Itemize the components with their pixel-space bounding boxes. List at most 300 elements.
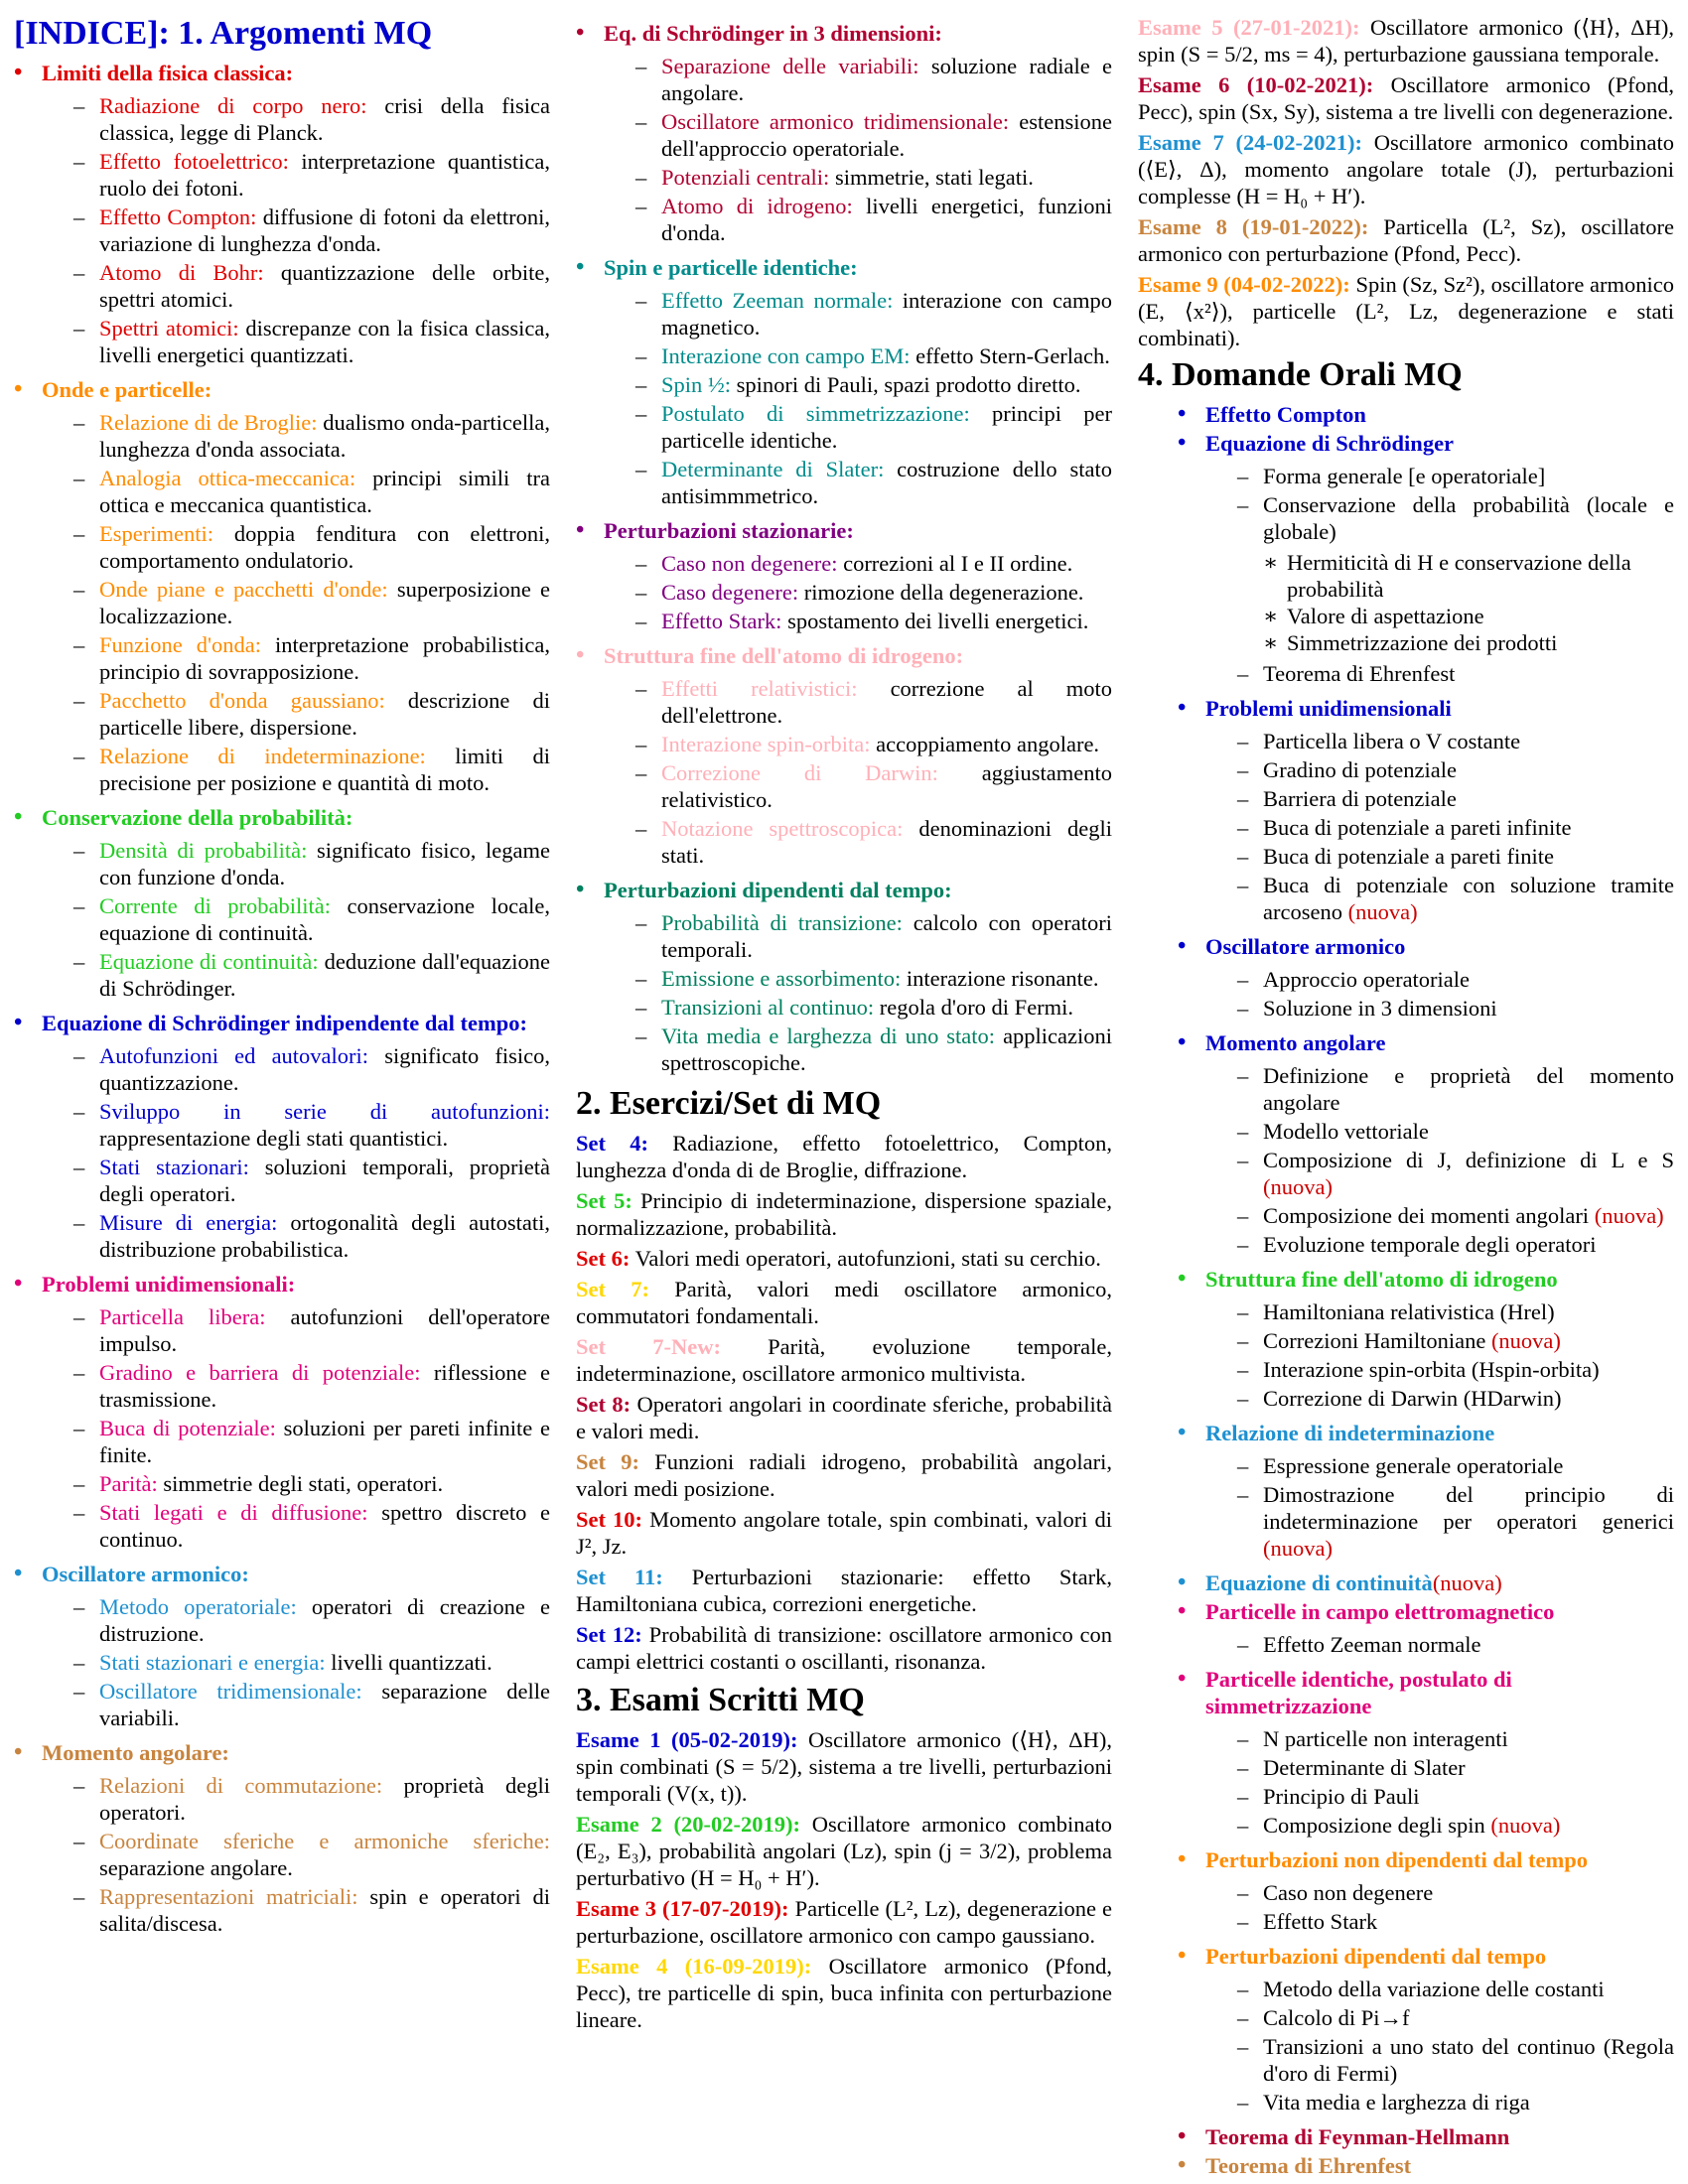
item-desc: spinori di Pauli, spazi prodotto diretto. bbox=[736, 372, 1081, 397]
entry-label: Set 7-New: bbox=[576, 1334, 721, 1359]
item-term: Determinante di Slater: bbox=[661, 457, 885, 481]
list-item bbox=[73, 1359, 550, 1413]
oral-subitem bbox=[1237, 872, 1674, 925]
item-desc: crisi della fisica classica, legge di Planck. bbox=[99, 93, 550, 145]
new-badge: (nuova) bbox=[1263, 1174, 1333, 1199]
item-desc: proprietà degli operatori. bbox=[99, 1773, 550, 1825]
item-term: Caso degenere: bbox=[661, 580, 799, 605]
dash-icon: – bbox=[1237, 873, 1249, 897]
entry-desc: Oscillatore armonico (⟨H⟩, ΔH), spin (S = 5/2, ms = 4), perturbazione gaussiana temporale. bbox=[1138, 15, 1674, 67]
oral-topic-list bbox=[1138, 401, 1674, 2179]
item-term: Emissione e assorbimento: bbox=[661, 966, 902, 991]
dash-icon: – bbox=[1237, 1119, 1249, 1144]
bullet-icon: • bbox=[1178, 1666, 1187, 1692]
item-desc: superposizione e localizzazione. bbox=[99, 577, 550, 628]
dash-icon: – bbox=[73, 1594, 85, 1619]
dash-icon: – bbox=[73, 1773, 85, 1798]
oral-topic-title: Teorema di Feynman-Hellmann bbox=[1205, 2124, 1510, 2149]
item-desc: accoppiamento angolare. bbox=[876, 732, 1100, 756]
oral-subitem bbox=[1237, 1452, 1674, 1479]
dash-icon: – bbox=[635, 676, 647, 701]
dash-icon: – bbox=[73, 1099, 85, 1124]
section-title: Eq. di Schrödinger in 3 dimensioni: bbox=[604, 21, 942, 46]
entry-desc: Radiazione, effetto fotoelettrico, Compton, lunghezza d'onda di de Broglie, diffrazione. bbox=[576, 1131, 1112, 1182]
oral-topic bbox=[1178, 1666, 1674, 1719]
exercise-set bbox=[576, 1333, 1112, 1387]
item-text bbox=[99, 1209, 550, 1263]
exam-entry bbox=[576, 1811, 1112, 1891]
section-title: Limiti della fisica classica: bbox=[42, 61, 294, 85]
section-items bbox=[73, 409, 550, 796]
list-item bbox=[73, 204, 550, 257]
dash-icon: – bbox=[635, 609, 647, 633]
exam-entry bbox=[1138, 14, 1674, 68]
bullet-icon: • bbox=[1178, 430, 1187, 456]
list-item bbox=[73, 743, 550, 796]
list-item bbox=[635, 1023, 1112, 1076]
bullet-icon: • bbox=[1178, 1029, 1187, 1055]
oral-subitems bbox=[1237, 1879, 1674, 1935]
item-desc: operatori di creazione e distruzione. bbox=[99, 1594, 550, 1646]
section-items bbox=[73, 1593, 550, 1731]
item-term: Stati stazionari e energia: bbox=[99, 1650, 326, 1675]
exercise-set bbox=[576, 1506, 1112, 1560]
bullet-icon: • bbox=[14, 376, 23, 402]
exercise-list bbox=[576, 1130, 1112, 1675]
oral-topic-title: Equazione di continuità bbox=[1205, 1570, 1433, 1595]
bullet-icon: • bbox=[1178, 1570, 1187, 1595]
dash-icon: – bbox=[1237, 1880, 1249, 1905]
item-text bbox=[99, 1098, 550, 1152]
item-term: Particella libera: bbox=[99, 1304, 266, 1329]
oral-subitem-text: Interazione spin-orbita (Hspin-orbita) bbox=[1263, 1357, 1600, 1382]
section-title: Onde e particelle: bbox=[42, 377, 212, 402]
dash-icon: – bbox=[73, 466, 85, 490]
item-term: Effetto Stark: bbox=[661, 609, 782, 633]
dash-icon: – bbox=[73, 632, 85, 657]
entry-desc: Particelle (L², Lz), degenerazione e perturbazione, oscillatore armonico con campo gaussiano. bbox=[576, 1896, 1112, 1948]
bullet-icon: • bbox=[14, 1271, 23, 1297]
item-term: Interazione spin-orbita: bbox=[661, 732, 871, 756]
item-desc: aggiustamento relativistico. bbox=[661, 760, 1112, 812]
item-term: Relazione di indeterminazione: bbox=[99, 744, 426, 768]
dash-icon: – bbox=[73, 1829, 85, 1853]
dash-icon: – bbox=[1237, 1813, 1249, 1838]
dash-icon: – bbox=[1237, 492, 1249, 517]
section-heading bbox=[14, 1010, 550, 1036]
item-term: Correzione di Darwin: bbox=[661, 760, 938, 785]
item-term: Funzione d'onda: bbox=[99, 632, 262, 657]
list-item bbox=[73, 1678, 550, 1731]
item-desc: interazione risonante. bbox=[906, 966, 1099, 991]
dash-icon: – bbox=[635, 194, 647, 218]
item-desc: effetto Stern-Gerlach. bbox=[915, 343, 1110, 368]
exam-entry bbox=[576, 1726, 1112, 1807]
oral-subitems bbox=[1237, 1452, 1674, 1562]
dash-icon: – bbox=[73, 1500, 85, 1525]
exam-list-continued bbox=[1138, 14, 1674, 351]
item-term: Effetti relativistici: bbox=[661, 676, 858, 701]
dash-icon: – bbox=[73, 149, 85, 174]
list-item bbox=[73, 1042, 550, 1096]
oral-subitem-text: Buca di potenziale a pareti finite bbox=[1263, 844, 1554, 869]
oral-subitem bbox=[1237, 1327, 1674, 1354]
oral-subitem bbox=[1237, 843, 1674, 870]
dash-icon: – bbox=[73, 410, 85, 435]
list-item bbox=[73, 1772, 550, 1826]
dash-icon: – bbox=[1237, 661, 1249, 686]
oral-subitem-text: Principio di Pauli bbox=[1263, 1784, 1420, 1809]
oral-topic-title: Struttura fine dell'atomo di idrogeno bbox=[1205, 1267, 1558, 1292]
oral-subitems bbox=[1237, 1725, 1674, 1839]
oral-subitems bbox=[1237, 1631, 1674, 1658]
oral-subitem bbox=[1237, 966, 1674, 993]
section-heading bbox=[576, 517, 1112, 544]
dash-icon: – bbox=[73, 1304, 85, 1329]
entry-label: Esame 1 (05-02-2019): bbox=[576, 1727, 798, 1752]
entry-label: Set 7: bbox=[576, 1277, 649, 1301]
item-text bbox=[661, 731, 1112, 757]
item-desc: separazione delle variabili. bbox=[99, 1679, 550, 1730]
new-badge: (nuova) bbox=[1347, 899, 1418, 924]
new-badge: (nuova) bbox=[1263, 1536, 1333, 1561]
oral-subitem bbox=[1237, 1631, 1674, 1658]
item-term: Vita media e larghezza di uno stato: bbox=[661, 1024, 996, 1048]
oral-subitem-text: Forma generale [e operatoriale] bbox=[1263, 464, 1546, 488]
item-term: Spin ½: bbox=[661, 372, 732, 397]
dash-icon: – bbox=[635, 54, 647, 78]
exercise-set bbox=[576, 1564, 1112, 1617]
oral-subitem bbox=[1237, 995, 1674, 1022]
dash-icon: – bbox=[73, 1679, 85, 1704]
list-item bbox=[73, 1883, 550, 1937]
dash-icon: – bbox=[1237, 2005, 1249, 2030]
index-sections-continued bbox=[576, 20, 1112, 1076]
section-title: Oscillatore armonico: bbox=[42, 1562, 249, 1586]
oral-topic-title: Relazione di indeterminazione bbox=[1205, 1421, 1495, 1445]
oral-topic bbox=[1178, 401, 1674, 428]
bullet-icon: • bbox=[14, 1739, 23, 1765]
section-title: Problemi unidimensionali: bbox=[42, 1272, 296, 1297]
oral-topic bbox=[1178, 1598, 1674, 1625]
oral-subitem-text: Teorema di Ehrenfest bbox=[1263, 661, 1456, 686]
oral-nested-text: Valore di aspettazione bbox=[1287, 604, 1484, 628]
item-desc: ortogonalità degli autostati, distribuzione probabilistica. bbox=[99, 1210, 550, 1262]
oral-subitem bbox=[1237, 1783, 1674, 1810]
exam-entry bbox=[1138, 271, 1674, 351]
entry-label: Esame 4 (16-09-2019): bbox=[576, 1954, 812, 1979]
exam-entry bbox=[1138, 129, 1674, 209]
item-desc: interpretazione probabilistica, principio di sovrapposizione. bbox=[99, 632, 550, 684]
oral-topic bbox=[1178, 2152, 1674, 2179]
oral-subitem-text: Composizione di J, definizione di L e S (nuova) bbox=[1263, 1148, 1674, 1199]
section-heading bbox=[14, 376, 550, 403]
list-item bbox=[635, 759, 1112, 813]
item-term: Notazione spettroscopica: bbox=[661, 816, 904, 841]
oral-subitem bbox=[1237, 1118, 1674, 1145]
entry-label: Esame 6 (10-02-2021): bbox=[1138, 72, 1374, 97]
item-text bbox=[99, 1042, 550, 1096]
entry-label: Set 11: bbox=[576, 1565, 663, 1589]
list-item bbox=[635, 400, 1112, 454]
item-text bbox=[661, 193, 1112, 246]
dash-icon: – bbox=[1237, 729, 1249, 753]
exam-entry bbox=[1138, 71, 1674, 125]
oral-topic bbox=[1178, 695, 1674, 722]
oral-topic bbox=[1178, 1029, 1674, 1056]
entry-desc: Spin (Sz, Sz²), oscillatore armonico (E, ⟨x²⟩), particelle (L², Lz, degenerazione e stati combinati). bbox=[1138, 272, 1674, 350]
section-title: Spin e particelle identiche: bbox=[604, 255, 858, 280]
bullet-icon: • bbox=[576, 20, 585, 46]
item-text bbox=[99, 1678, 550, 1731]
item-desc: autofunzioni dell'operatore impulso. bbox=[99, 1304, 550, 1356]
oral-topic bbox=[1178, 1570, 1674, 1596]
oral-subitem-text: Definizione e proprietà del momento angolare bbox=[1263, 1063, 1674, 1115]
item-desc: interazione con campo magnetico. bbox=[661, 288, 1112, 340]
oral-subitems bbox=[1237, 728, 1674, 925]
oral-subitem-text: Caso non degenere bbox=[1263, 1880, 1434, 1905]
item-term: Autofunzioni ed autovalori: bbox=[99, 1043, 369, 1068]
exercise-set bbox=[576, 1245, 1112, 1272]
section-heading bbox=[14, 1561, 550, 1587]
item-desc: denominazioni degli stati. bbox=[661, 816, 1112, 868]
dash-icon: – bbox=[635, 457, 647, 481]
new-badge: (nuova) bbox=[1490, 1328, 1561, 1353]
exam-list bbox=[576, 1726, 1112, 2033]
exam-entry bbox=[1138, 213, 1674, 267]
item-term: Metodo operatoriale: bbox=[99, 1594, 297, 1619]
item-term: Stati stazionari: bbox=[99, 1155, 249, 1179]
oral-subitem bbox=[1237, 660, 1674, 687]
oral-subitem bbox=[1237, 2089, 1674, 2116]
oral-subitem-text: Espressione generale operatoriale bbox=[1263, 1453, 1564, 1478]
oral-subitem bbox=[1237, 1976, 1674, 2002]
item-desc: principi per particelle identiche. bbox=[661, 401, 1112, 453]
dash-icon: – bbox=[73, 93, 85, 118]
bullet-icon: • bbox=[1178, 933, 1187, 959]
list-item bbox=[73, 687, 550, 741]
section-title: Perturbazioni dipendenti dal tempo: bbox=[604, 878, 952, 902]
item-desc: livelli quantizzati. bbox=[331, 1650, 492, 1675]
item-text bbox=[99, 259, 550, 313]
item-desc: estensione dell'approccio operatoriale. bbox=[661, 109, 1112, 161]
oral-subitems bbox=[1237, 966, 1674, 1022]
oral-subitem bbox=[1237, 1725, 1674, 1752]
entry-label: Set 5: bbox=[576, 1188, 633, 1213]
item-desc: correzioni al I e II ordine. bbox=[843, 551, 1073, 576]
item-term: Postulato di simmetrizzazione: bbox=[661, 401, 970, 426]
item-desc: applicazioni spettroscopiche. bbox=[661, 1024, 1113, 1075]
oral-subitem-text: Metodo della variazione delle costanti bbox=[1263, 1977, 1605, 2001]
dash-icon: – bbox=[73, 260, 85, 285]
oral-topic-title: Particelle in campo elettromagnetico bbox=[1205, 1599, 1555, 1624]
asterisk-icon: ∗ bbox=[1263, 604, 1279, 628]
oral-subitem bbox=[1237, 1385, 1674, 1412]
oral-topic bbox=[1178, 430, 1674, 457]
exercise-set bbox=[576, 1621, 1112, 1675]
list-item bbox=[635, 371, 1112, 398]
item-desc: limiti di precisione per posizione e quantità di moto. bbox=[99, 744, 551, 795]
list-item bbox=[635, 53, 1112, 106]
dash-icon: – bbox=[1237, 786, 1249, 811]
item-desc: correzione al moto dell'elettrone. bbox=[661, 676, 1113, 728]
dash-icon: – bbox=[1237, 996, 1249, 1021]
list-item bbox=[73, 148, 550, 202]
item-desc: spin e operatori di salita/discesa. bbox=[99, 1884, 550, 1936]
list-item bbox=[635, 579, 1112, 606]
list-item bbox=[635, 909, 1112, 963]
dash-icon: – bbox=[73, 205, 85, 229]
bullet-icon: • bbox=[576, 517, 585, 543]
list-item bbox=[73, 631, 550, 685]
oral-subitem-text: Modello vettoriale bbox=[1263, 1119, 1429, 1144]
oral-topic-title: Perturbazioni dipendenti dal tempo bbox=[1205, 1944, 1547, 1969]
list-item bbox=[635, 608, 1112, 634]
item-desc: interpretazione quantistica, ruolo dei fotoni. bbox=[99, 149, 551, 201]
dash-icon: – bbox=[73, 1210, 85, 1235]
oral-nested-item bbox=[1263, 629, 1674, 656]
item-text bbox=[99, 465, 550, 518]
oral-subitem-text: Particella libera o V costante bbox=[1263, 729, 1521, 753]
item-term: Effetto Zeeman normale: bbox=[661, 288, 894, 313]
item-text bbox=[99, 1499, 550, 1553]
dash-icon: – bbox=[635, 966, 647, 991]
oral-nested-item bbox=[1263, 603, 1674, 629]
oral-subitems bbox=[1237, 1062, 1674, 1258]
item-term: Densità di probabilità: bbox=[99, 838, 308, 863]
oral-topic bbox=[1178, 2123, 1674, 2150]
item-term: Oscillatore armonico tridimensionale: bbox=[661, 109, 1010, 134]
item-text bbox=[661, 400, 1112, 454]
bullet-icon: • bbox=[1178, 1420, 1187, 1445]
dash-icon: – bbox=[1237, 1482, 1249, 1507]
item-text bbox=[99, 520, 550, 574]
bullet-icon: • bbox=[1178, 1943, 1187, 1969]
bullet-icon: • bbox=[1178, 695, 1187, 721]
item-text bbox=[99, 409, 550, 463]
entry-desc: Perturbazioni stazionarie: effetto Stark, Hamiltoniana cubica, correzioni energetiche. bbox=[576, 1565, 1112, 1616]
new-badge: (nuova) bbox=[1432, 1570, 1502, 1595]
exam-entry bbox=[576, 1895, 1112, 1949]
bullet-icon: • bbox=[576, 642, 585, 668]
item-desc: soluzioni temporali, proprietà degli operatori. bbox=[99, 1155, 551, 1206]
section-heading bbox=[14, 1271, 550, 1297]
list-item bbox=[73, 1828, 550, 1881]
list-item bbox=[635, 108, 1112, 162]
section-heading bbox=[576, 877, 1112, 903]
dash-icon: – bbox=[635, 288, 647, 313]
list-item bbox=[73, 1499, 550, 1553]
entry-label: Esame 3 (17-07-2019): bbox=[576, 1896, 789, 1921]
item-text bbox=[661, 759, 1112, 813]
oral-subitem bbox=[1237, 1231, 1674, 1258]
item-desc: regola d'oro di Fermi. bbox=[879, 995, 1074, 1020]
entry-label: Set 4: bbox=[576, 1131, 648, 1156]
item-desc: soluzioni per pareti infinite e finite. bbox=[99, 1416, 550, 1467]
bullet-icon: • bbox=[1178, 2152, 1187, 2178]
item-text bbox=[99, 1772, 550, 1826]
list-item bbox=[73, 1649, 550, 1676]
item-term: Radiazione di corpo nero: bbox=[99, 93, 367, 118]
new-badge: (nuova) bbox=[1594, 1203, 1664, 1228]
item-desc: spostamento dei livelli energetici. bbox=[787, 609, 1089, 633]
list-item bbox=[73, 1098, 550, 1152]
item-term: Spettri atomici: bbox=[99, 316, 239, 341]
item-text bbox=[661, 164, 1112, 191]
oral-topic-title: Equazione di Schrödinger bbox=[1205, 431, 1455, 456]
oral-subitem bbox=[1237, 1481, 1674, 1562]
exercise-set bbox=[576, 1391, 1112, 1444]
entry-desc: Momento angolare totale, spin combinati, valori di J², Jz. bbox=[576, 1507, 1112, 1559]
dash-icon: – bbox=[1237, 1299, 1249, 1324]
oral-topic-title: Momento angolare bbox=[1205, 1030, 1386, 1055]
exercise-set bbox=[576, 1130, 1112, 1183]
item-text bbox=[99, 837, 550, 890]
oral-subitem-text: Soluzione in 3 dimensioni bbox=[1263, 996, 1497, 1021]
item-text bbox=[661, 53, 1112, 106]
entry-desc: Funzioni radiali idrogeno, probabilità angolari, valori medi posizione. bbox=[576, 1449, 1112, 1501]
dash-icon: – bbox=[1237, 1755, 1249, 1780]
entry-desc: Valori medi operatori, autofunzioni, stati su cerchio. bbox=[634, 1246, 1101, 1271]
exercises-title: 2. Esercizi/Set di MQ bbox=[576, 1085, 882, 1122]
entry-label: Esame 2 (20-02-2019): bbox=[576, 1812, 800, 1837]
section-heading bbox=[14, 804, 550, 831]
entry-label: Set 12: bbox=[576, 1622, 642, 1647]
oral-topic-title: Oscillatore armonico bbox=[1205, 934, 1406, 959]
oral-subitems bbox=[1237, 1976, 1674, 2116]
item-desc: calcolo con operatori temporali. bbox=[661, 910, 1112, 962]
oral-topic-title: Effetto Compton bbox=[1205, 402, 1366, 427]
item-text bbox=[661, 909, 1112, 963]
dash-icon: – bbox=[635, 372, 647, 397]
oral-subitem-text: Dimostrazione del principio di indeterminazione per operatori generici (nuova) bbox=[1263, 1482, 1674, 1561]
dash-icon: – bbox=[73, 1043, 85, 1068]
section-title: Equazione di Schrödinger indipendente dal tempo: bbox=[42, 1011, 528, 1035]
list-item bbox=[73, 315, 550, 368]
dash-icon: – bbox=[1237, 1063, 1249, 1088]
item-text bbox=[661, 675, 1112, 729]
oral-subitem bbox=[1237, 491, 1674, 545]
dash-icon: – bbox=[1237, 1632, 1249, 1657]
oral-subitem-text: Conservazione della probabilità (locale e globale) bbox=[1263, 492, 1674, 544]
item-desc: simmetrie degli stati, operatori. bbox=[163, 1471, 444, 1496]
oral-subitem-text: Transizioni a uno stato del continuo (Regola d'oro di Fermi) bbox=[1263, 2034, 1674, 2086]
oral-subitem bbox=[1237, 814, 1674, 841]
item-desc: costruzione dello stato antisimmmetrico. bbox=[661, 457, 1112, 508]
item-term: Probabilità di transizione: bbox=[661, 910, 903, 935]
list-item bbox=[635, 815, 1112, 869]
bullet-icon: • bbox=[576, 254, 585, 280]
list-item bbox=[73, 1593, 550, 1647]
item-term: Effetto Compton: bbox=[99, 205, 257, 229]
section-items bbox=[635, 53, 1112, 246]
dash-icon: – bbox=[635, 760, 647, 785]
item-text bbox=[661, 371, 1112, 398]
asterisk-icon: ∗ bbox=[1263, 630, 1279, 655]
oral-subitem bbox=[1237, 756, 1674, 783]
entry-label: Set 10: bbox=[576, 1507, 643, 1532]
oral-subitems bbox=[1237, 463, 1674, 687]
section-items bbox=[73, 1042, 550, 1263]
entry-label: Set 6: bbox=[576, 1246, 631, 1271]
oral-nested-text: Hermiticità di H e conservazione della probabilità bbox=[1287, 550, 1631, 602]
bullet-icon: • bbox=[14, 804, 23, 830]
dash-icon: – bbox=[73, 577, 85, 602]
list-item bbox=[635, 731, 1112, 757]
list-item bbox=[73, 1415, 550, 1468]
item-text bbox=[661, 608, 1112, 634]
section-items bbox=[635, 675, 1112, 869]
